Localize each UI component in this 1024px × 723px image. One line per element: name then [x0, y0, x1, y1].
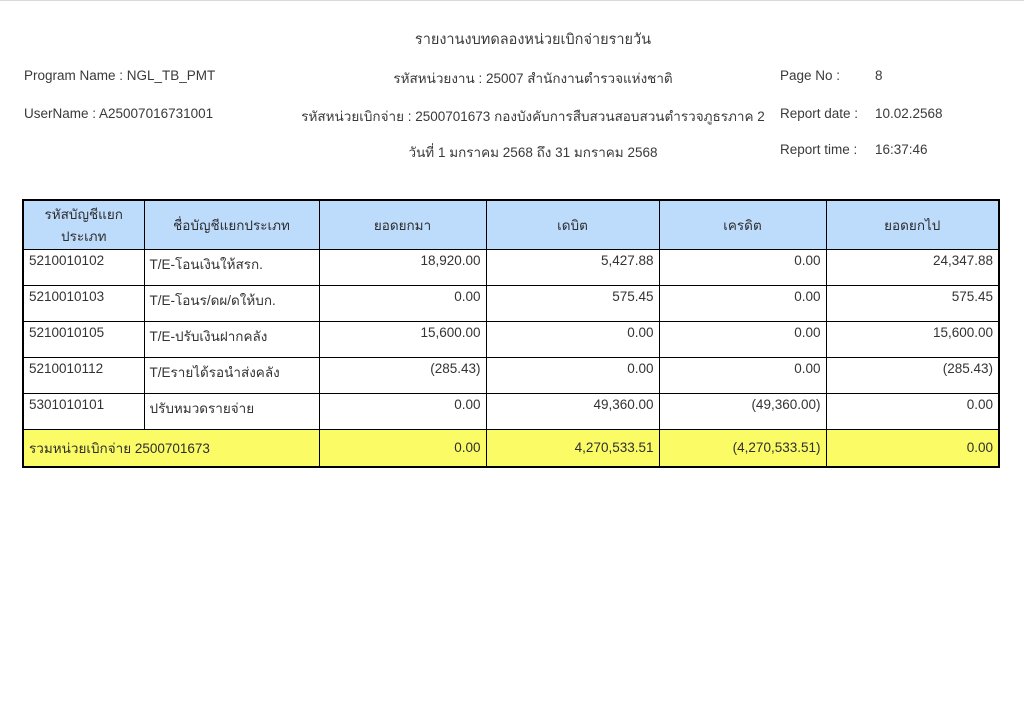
column-header-debit: เดบิต — [486, 200, 659, 249]
report-title: รายงานงบทดลองหน่วยเบิกจ่ายรายวัน — [414, 32, 652, 48]
trial-balance-table — [22, 199, 1000, 468]
total-row — [23, 429, 999, 467]
opening-balance-cell: 18,920.00 — [319, 249, 486, 285]
gl-code-cell: 5301010101 — [23, 393, 144, 429]
page-no-label: Page No : — [780, 68, 841, 83]
page-no-value: 8 — [875, 68, 883, 83]
table-row — [23, 285, 999, 321]
report-time-label: Report time : — [780, 142, 858, 157]
column-header-opening: ยอดยกมา — [319, 200, 486, 249]
table-header-row — [23, 200, 999, 249]
credit-cell: 0.00 — [659, 321, 826, 357]
credit-cell: 0.00 — [659, 249, 826, 285]
opening-balance-cell: (285.43) — [319, 357, 486, 393]
gl-code-cell: 5210010112 — [23, 357, 144, 393]
program-name-text: Program Name : NGL_TB_PMT — [24, 68, 216, 83]
report-date-value: 10.02.2568 — [875, 106, 943, 121]
table-row — [23, 249, 999, 285]
date-range-text: วันที่ 1 มกราคม 2568 ถึง 31 มกราคม 2568 — [408, 145, 658, 160]
gl-name-cell: T/E-โอนเงินให้สรก. — [144, 249, 319, 285]
credit-cell: (49,360.00) — [659, 393, 826, 429]
disbursement-unit-text: รหัสหน่วยเบิกจ่าย : 2500701673 กองบังคับการสืบสวนสอบสวนตำรวจภูธรภาค 2 — [301, 109, 765, 124]
total-opening-cell: 0.00 — [319, 429, 486, 467]
closing-balance-cell: 24,347.88 — [826, 249, 999, 285]
total-credit-cell: (4,270,533.51) — [659, 429, 826, 467]
report-time-value: 16:37:46 — [875, 142, 928, 157]
closing-balance-cell: 0.00 — [826, 393, 999, 429]
gl-name-cell: T/Eรายได้รอนำส่งคลัง — [144, 357, 319, 393]
gl-name-cell: T/E-โอนร/ดผ/ดให้บก. — [144, 285, 319, 321]
gl-code-cell: 5210010105 — [23, 321, 144, 357]
column-header-closing: ยอดยกไป — [826, 200, 999, 249]
closing-balance-cell: 575.45 — [826, 285, 999, 321]
opening-balance-cell: 0.00 — [319, 285, 486, 321]
closing-balance-cell: (285.43) — [826, 357, 999, 393]
column-header-gl-name: ชื่อบัญชีแยกประเภท — [144, 200, 319, 249]
table-row — [23, 321, 999, 357]
report-date-label: Report date : — [780, 106, 859, 121]
opening-balance-cell: 15,600.00 — [319, 321, 486, 357]
debit-cell: 49,360.00 — [486, 393, 659, 429]
debit-cell: 5,427.88 — [486, 249, 659, 285]
trial-balance-table-container — [22, 199, 998, 468]
debit-cell: 575.45 — [486, 285, 659, 321]
total-closing-cell: 0.00 — [826, 429, 999, 467]
gl-name-cell: T/E-ปรับเงินฝากคลัง — [144, 321, 319, 357]
agency-code-text: รหัสหน่วยงาน : 25007 สำนักงานตำรวจแห่งชาติ — [393, 71, 673, 86]
table-row — [23, 357, 999, 393]
gl-code-cell: 5210010102 — [23, 249, 144, 285]
gl-name-cell: ปรับหมวดรายจ่าย — [144, 393, 319, 429]
column-header-credit: เครดิต — [659, 200, 826, 249]
debit-cell: 0.00 — [486, 357, 659, 393]
opening-balance-cell: 0.00 — [319, 393, 486, 429]
table-row — [23, 393, 999, 429]
credit-cell: 0.00 — [659, 357, 826, 393]
closing-balance-cell: 15,600.00 — [826, 321, 999, 357]
total-label-cell: รวมหน่วยเบิกจ่าย 2500701673 — [23, 429, 319, 467]
column-header-gl-code: รหัสบัญชีแยกประเภท — [23, 200, 144, 249]
debit-cell: 0.00 — [486, 321, 659, 357]
gl-code-cell: 5210010103 — [23, 285, 144, 321]
credit-cell: 0.00 — [659, 285, 826, 321]
user-name-text: UserName : A25007016731001 — [24, 106, 214, 121]
total-debit-cell: 4,270,533.51 — [486, 429, 659, 467]
